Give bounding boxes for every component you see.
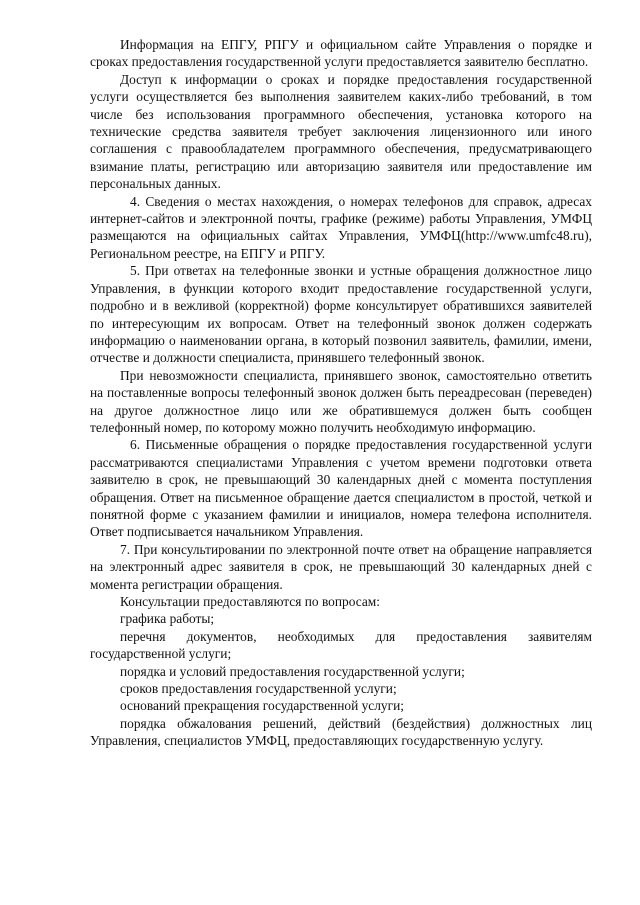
paragraph-item-7-elektronnaya-pochta: 7. При консультировании по электронной почте ответ на обращение направляется на электронный адрес заявителя в срок, не превышающий 30 календарных дней с момента регистрации обращения. (90, 541, 592, 592)
list-item: порядка и условий предоставления государственной услуги; (120, 663, 465, 679)
list-item: графика работы; (120, 611, 215, 627)
paragraph-pereadresaciya: При невозможности специалиста, принявшего звонок, самостоятельно ответить на поставленные вопросы телефонный звонок должен быть переадресован (переведен) на другое должностное лицо или же обратившемуся должен быть сообщен телефонный номер, по которому можно получить необходимую информацию. (90, 367, 592, 435)
paragraph-item-4-svedeniya: 4. Сведения о местах нахождения, о номерах телефонов для справок, адресах интернет-сайтов и электронной почты, графике (режиме) работы Управления, УМФЦ размещаются на официальных сайтах Управления, УМФЦ(http://www.umfc48.ru), Региональном реестре, на ЕПГУ и РПГУ. (90, 193, 592, 261)
paragraph-item-5-telefonnye-zvonki: 5. При ответах на телефонные звонки и устные обращения должностное лицо Управления, в функции которого входит предоставление государственной услуги, подробно и в вежливой (корректной) форме консультирует обратившихся заявителей по интересующим их вопросам. Ответ на телефонный звонок должен содержать информацию о наименовании органа, в который позвонил заявитель, фамилии, имени, отчестве и должности специалиста, принявшего телефонный звонок. (90, 263, 592, 366)
document-body (90, 36, 592, 750)
paragraph-item-6-pismennye-obrascheniya: 6. Письменные обращения о порядке предоставления государственной услуги рассматриваются специалистами Управления с учетом времени подготовки ответа заявителю в срок, не превышающий 30 календарных дней с момента поступления обращения. Ответ на письменное обращение дается специалистом в простой, четкой и понятной форме с указанием фамилии и инициалов, номера телефона исполнителя. Ответ подписывается начальником Управления. (90, 437, 592, 540)
paragraph-konsultacii-heading: Консультации предоставляются по вопросам: (120, 594, 381, 609)
list-item: сроков предоставления государственной услуги; (120, 681, 397, 697)
list-item: порядка обжалования решений, действий (бездействия) должностных лиц Управления, специалистов УМФЦ, предоставляющих государственную услугу. (90, 715, 592, 749)
paragraph-info-bezplatno: Информация на ЕПГУ, РПГУ и официальном сайте Управления о порядке и сроках предоставления государственной услуги предоставляется заявителю бесплатно. (90, 37, 592, 70)
list-item: оснований прекращения государственной услуги; (120, 698, 404, 714)
list-item: перечня документов, необходимых для предоставления заявителям государственной услуги; (90, 628, 592, 662)
paragraph-dostup-k-informacii: Доступ к информации о сроках и порядке предоставления государственной услуги осуществляется без выполнения заявителем каких-либо требований, в том числе без использования программного обеспечения, установка которого на технические средства заявителя требует заключения лицензионного или иного соглашения с правообладателем программного обеспечения, предусматривающего взимание платы, регистрацию или авторизацию заявителя или предоставление им персональных данных. (90, 71, 592, 192)
